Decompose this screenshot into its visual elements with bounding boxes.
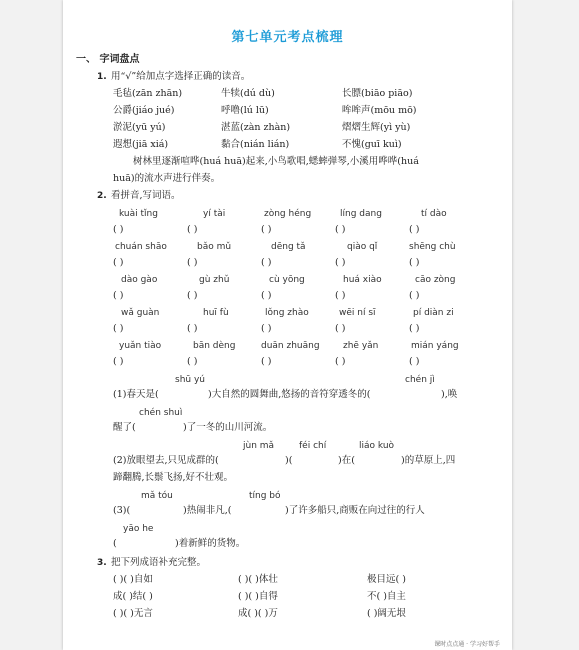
pinyin-prompt: shēng chù	[409, 242, 456, 252]
idiom-item: ( )( )无言	[113, 608, 153, 619]
pinyin-prompt: líng dang	[340, 209, 382, 219]
pinyin-prompt: kuài tǐng	[119, 209, 158, 219]
answer-box[interactable]: ( )	[261, 224, 272, 235]
pinyin-prompt: yāo he	[123, 524, 154, 534]
answer-box[interactable]: ( )	[187, 257, 198, 268]
reading-item: 牛犊(dú dù)	[221, 88, 275, 99]
worksheet-page	[63, 0, 512, 650]
idiom-item: 成( )( )万	[238, 608, 278, 619]
reading-item: 黏合(nián lián)	[221, 139, 290, 150]
pinyin-prompt: yuǎn tiào	[119, 341, 162, 351]
question-number: 1.	[97, 72, 107, 82]
sentence-text: )(	[285, 455, 293, 466]
pinyin-prompt: gù zhǔ	[199, 275, 230, 285]
sentence-text: )的草原上,四	[401, 455, 456, 466]
idiom-item: ( )( )自得	[238, 591, 278, 602]
pinyin-prompt: chén jì	[405, 375, 435, 385]
reading-item: 长膘(biāo piāo)	[342, 88, 413, 99]
pinyin-prompt: shū yú	[175, 375, 205, 385]
sentence-text: (3)(	[113, 505, 131, 516]
answer-box[interactable]: ( )	[187, 224, 198, 235]
answer-box[interactable]: ( )	[261, 257, 272, 268]
sentence-text: (1)春天是(	[113, 389, 159, 400]
sentence-text: (2)放眼望去,只见成群的(	[113, 455, 219, 466]
reading-item: 公爵(jiáo jué)	[113, 105, 175, 116]
reading-sentence: huā)的流水声进行伴奏。	[113, 173, 221, 184]
pinyin-prompt: dào gào	[121, 275, 158, 285]
pinyin-prompt: pí diàn zi	[413, 308, 454, 318]
reading-item: 遐想(jiā xiá)	[113, 139, 169, 150]
idiom-item: ( )( )自如	[113, 574, 153, 585]
question-text: 看拼音,写词语。	[111, 190, 181, 201]
answer-box[interactable]: ( )	[261, 290, 272, 301]
pinyin-prompt: qiào qǐ	[347, 242, 378, 252]
answer-box[interactable]: ( )	[113, 224, 124, 235]
pinyin-prompt: féi chí	[299, 441, 327, 451]
answer-box[interactable]: ( )	[409, 323, 420, 334]
answer-box[interactable]: ( )	[335, 224, 346, 235]
pinyin-prompt: wēi ní sī	[339, 308, 376, 318]
pinyin-prompt: zòng héng	[264, 209, 312, 219]
pinyin-prompt: bān dèng	[193, 341, 236, 351]
pinyin-prompt: tí dào	[421, 209, 447, 219]
idiom-item: 不( )自主	[367, 591, 406, 602]
answer-box[interactable]: ( )	[187, 323, 198, 334]
pinyin-prompt: yí tài	[203, 209, 226, 219]
pinyin-prompt: tíng bó	[249, 491, 281, 501]
answer-box[interactable]: ( )	[335, 290, 346, 301]
pinyin-prompt: duān zhuāng	[261, 341, 320, 351]
pinyin-prompt: huá xiào	[343, 275, 382, 285]
answer-box[interactable]: ( )	[261, 356, 272, 367]
answer-box[interactable]: ( )	[113, 356, 124, 367]
question-text: 把下列成语补充完整。	[111, 557, 207, 568]
idiom-item: 成( )结( )	[113, 591, 153, 602]
answer-box[interactable]: ( )	[335, 257, 346, 268]
sentence-text: ),唤	[441, 389, 458, 400]
reading-item: 哞哞声(mōu mō)	[342, 105, 417, 116]
answer-box[interactable]: ( )	[113, 257, 124, 268]
sentence-text: )着新鲜的货物。	[175, 538, 246, 549]
reading-item: 不愧(guī kuì)	[342, 139, 402, 150]
answer-box[interactable]: ( )	[409, 224, 420, 235]
section-heading: 一、 字词盘点	[76, 54, 140, 65]
sentence-text: )了许多船只,商贩在向过往的行人	[285, 505, 425, 516]
sentence-text: 醒了(	[113, 422, 136, 433]
reading-item: 熠熠生辉(yì yù)	[342, 122, 411, 133]
pinyin-prompt: huī fù	[203, 308, 229, 318]
pinyin-prompt: zhē yǎn	[343, 341, 379, 351]
pinyin-prompt: chén shuì	[139, 408, 183, 418]
sentence-text: )了一冬的山川河流。	[183, 422, 273, 433]
pinyin-prompt: mǎ tóu	[141, 491, 173, 501]
reading-sentence: 树林里逐渐喧哗(huá huā)起来,小鸟歌唱,蟋蟀弹琴,小溪用哗哗(huá	[133, 156, 419, 167]
answer-box[interactable]: ( )	[409, 257, 420, 268]
reading-item: 毛毡(zān zhān)	[113, 88, 183, 99]
reading-item: 湛蓝(zàn zhàn)	[221, 122, 291, 133]
reading-item: 呼噜(lú lū)	[221, 105, 269, 116]
answer-box[interactable]: ( )	[187, 290, 198, 301]
pinyin-prompt: bǎo mǔ	[197, 242, 232, 252]
idiom-item: ( )阔无垠	[367, 608, 406, 619]
page-title: 第七单元考点梳理	[231, 30, 344, 45]
answer-box[interactable]: ( )	[113, 323, 124, 334]
sentence-text: 蹄翻腾,长鬃飞扬,好不壮观。	[113, 472, 234, 483]
sentence-text: )在(	[338, 455, 355, 466]
pinyin-prompt: mián yáng	[411, 341, 459, 351]
question-number: 2.	[97, 191, 107, 201]
sentence-text: (	[113, 538, 117, 549]
idiom-item: 极目远( )	[367, 574, 406, 585]
reading-item: 淤泥(yū yú)	[113, 122, 166, 133]
sentence-text: )热闹非凡,(	[183, 505, 232, 516]
pinyin-prompt: chuán shāo	[115, 242, 167, 252]
sentence-text: )大自然的圆舞曲,悠扬的音符穿透冬的(	[208, 389, 371, 400]
answer-box[interactable]: ( )	[335, 356, 346, 367]
answer-box[interactable]: ( )	[409, 356, 420, 367]
pinyin-prompt: cù yōng	[269, 275, 305, 285]
pinyin-prompt: lǒng zhào	[265, 308, 309, 318]
question-number: 3.	[97, 558, 107, 568]
answer-box[interactable]: ( )	[261, 323, 272, 334]
answer-box[interactable]: ( )	[335, 323, 346, 334]
question-text: 用“√”给加点字选择正确的读音。	[111, 71, 251, 82]
pinyin-prompt: cāo zòng	[415, 275, 456, 285]
pinyin-prompt: dēng tǎ	[271, 242, 306, 252]
answer-box[interactable]: ( )	[409, 290, 420, 301]
idiom-item: ( )( )体壮	[238, 574, 278, 585]
pinyin-prompt: jùn mǎ	[243, 441, 275, 451]
pinyin-prompt: wǎ guàn	[121, 308, 160, 318]
answer-box[interactable]: ( )	[187, 356, 198, 367]
answer-box[interactable]: ( )	[113, 290, 124, 301]
page-footer: 课时点点通 · 学习好帮手	[434, 641, 500, 648]
pinyin-prompt: liáo kuò	[359, 441, 395, 451]
